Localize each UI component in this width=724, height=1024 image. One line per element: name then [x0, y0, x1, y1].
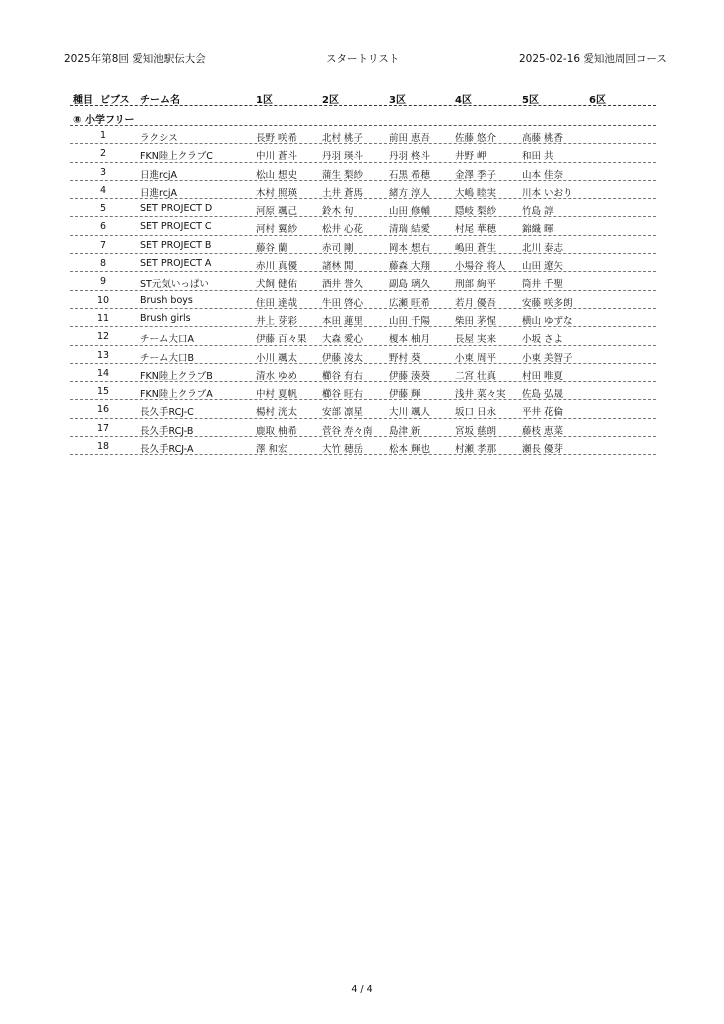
- table-row: [70, 254, 656, 272]
- table-header: [70, 90, 656, 106]
- team-name-cell: FKN陸上クラブA: [140, 389, 213, 401]
- bib-cell: 9: [99, 276, 107, 288]
- leg2-runner-cell: 諸林 閒: [322, 261, 354, 273]
- team-name-cell: Brush girls: [140, 312, 191, 324]
- leg4-runner-cell: 大嶋 睦実: [455, 187, 497, 199]
- leg3-runner-cell: 緒方 淳人: [389, 187, 431, 199]
- leg5-runner-cell: 高藤 桃香: [522, 133, 564, 144]
- leg5-runner-cell: 藤枝 恵菜: [522, 425, 564, 437]
- leg1-runner-cell: 赤川 真優: [256, 261, 298, 273]
- leg1-runner-cell: 小川 颯太: [256, 352, 298, 364]
- leg1-runner-cell: 河原 颯己: [256, 206, 298, 218]
- leg5-runner-cell: 瀬長 優芽: [522, 444, 564, 456]
- leg4-runner-cell: 若月 優吾: [455, 297, 497, 309]
- team-name-cell: 日進rcjA: [140, 169, 178, 181]
- bib-cell: 4: [99, 184, 107, 196]
- leg5-runner-cell: 小東 美智子: [522, 352, 573, 364]
- leg3-runner-cell: 野村 葵: [389, 352, 421, 364]
- leg4-runner-cell: 井野 岬: [455, 151, 487, 163]
- leg5-runner-cell: 平井 花倫: [522, 407, 564, 419]
- table-row: [70, 163, 656, 181]
- table-row: [70, 144, 656, 162]
- team-name-cell: SET PROJECT D: [140, 203, 213, 215]
- team-name-cell: 日進rcjA: [140, 187, 178, 199]
- leg1-runner-cell: 松山 想史: [256, 169, 298, 181]
- leg1-runner-cell: 犬飼 健佑: [256, 279, 298, 291]
- leg3-runner-cell: 榎本 柚月: [389, 334, 431, 346]
- col-bib: ビブス: [100, 95, 130, 106]
- bib-cell: 12: [96, 331, 110, 343]
- table-row: [70, 346, 656, 364]
- table-row: [70, 437, 656, 455]
- leg5-runner-cell: 山田 遼矢: [522, 261, 564, 273]
- leg5-runner-cell: 安藤 咲多朗: [522, 297, 573, 309]
- leg5-runner-cell: 小坂 さよ: [522, 334, 564, 346]
- event-title: 2025年第8回 愛知池駅伝大会: [64, 53, 206, 65]
- leg2-runner-cell: 本田 蓮里: [322, 315, 364, 327]
- col-leg2: 2区: [322, 95, 339, 106]
- leg3-runner-cell: 山田 千陽: [389, 315, 431, 327]
- leg4-runner-cell: 長屋 実来: [455, 334, 497, 346]
- bib-cell: 3: [99, 166, 107, 178]
- bib-cell: 14: [96, 367, 110, 379]
- leg3-runner-cell: 副島 璃久: [389, 279, 431, 291]
- leg3-runner-cell: 岡本 想右: [389, 242, 431, 254]
- leg3-runner-cell: 伊藤 輝: [389, 389, 421, 401]
- team-name-cell: FKN陸上クラブB: [140, 370, 213, 382]
- leg1-runner-cell: 住田 達哉: [256, 297, 298, 309]
- leg5-runner-cell: 筒井 千聖: [522, 279, 564, 291]
- start-list-table: [70, 126, 656, 455]
- category-row: [70, 108, 656, 126]
- table-row: [70, 364, 656, 382]
- bib-cell: 18: [96, 441, 110, 453]
- team-name-cell: チーム大口B: [140, 352, 195, 364]
- table-row: [70, 400, 656, 418]
- leg5-runner-cell: 川本 いおり: [522, 187, 573, 199]
- leg3-runner-cell: 大川 颯人: [389, 407, 431, 419]
- col-leg3: 3区: [389, 95, 406, 106]
- team-name-cell: 長久手RCJ-B: [140, 425, 194, 437]
- leg2-runner-cell: 土井 蒼馬: [322, 187, 364, 199]
- table-row: [70, 419, 656, 437]
- leg1-runner-cell: 伊藤 百々果: [256, 334, 307, 346]
- leg3-runner-cell: 山田 修輔: [389, 206, 431, 218]
- leg5-runner-cell: 横山 ゆずな: [522, 315, 573, 327]
- leg4-runner-cell: 村尾 華穂: [455, 224, 497, 236]
- leg1-runner-cell: 楊村 洸太: [256, 407, 298, 419]
- bib-cell: 1: [99, 130, 107, 141]
- leg3-runner-cell: 松本 輝也: [389, 444, 431, 456]
- table-row: [70, 327, 656, 345]
- bib-cell: 16: [96, 404, 110, 416]
- leg2-runner-cell: 酒井 誉久: [322, 279, 364, 291]
- team-name-cell: FKN陸上クラブC: [140, 151, 213, 163]
- leg4-runner-cell: 小東 周平: [455, 352, 497, 364]
- leg1-runner-cell: 清水 ゆめ: [256, 370, 298, 382]
- leg5-runner-cell: 和田 共: [522, 151, 554, 163]
- col-team: チーム名: [140, 95, 180, 106]
- bib-cell: 8: [99, 258, 107, 270]
- table-row: [70, 217, 656, 235]
- leg4-runner-cell: 小場谷 将人: [455, 261, 506, 273]
- leg1-runner-cell: 木村 照瑛: [256, 187, 298, 199]
- leg5-runner-cell: 村田 唯夏: [522, 370, 564, 382]
- col-leg1: 1区: [256, 95, 273, 106]
- leg4-runner-cell: 二宮 壮真: [455, 370, 497, 382]
- leg2-runner-cell: 北村 桃子: [322, 133, 364, 144]
- leg3-runner-cell: 清瑞 結愛: [389, 224, 431, 236]
- leg4-runner-cell: 村瀬 孝那: [455, 444, 497, 456]
- leg2-runner-cell: 丹羽 瑛斗: [322, 151, 364, 163]
- leg5-runner-cell: 竹島 諄: [522, 206, 554, 218]
- col-leg4: 4区: [455, 95, 472, 106]
- bib-cell: 13: [96, 349, 110, 361]
- leg2-runner-cell: 櫛谷 有右: [322, 370, 364, 382]
- leg4-runner-cell: 坂口 日永: [455, 407, 497, 419]
- team-name-cell: ラクシス: [140, 133, 178, 144]
- table-row: [70, 126, 656, 144]
- leg5-runner-cell: 錦織 暉: [522, 224, 554, 236]
- leg2-runner-cell: 松井 心花: [322, 224, 364, 236]
- leg4-runner-cell: 柴田 茅惺: [455, 315, 497, 327]
- col-leg6: 6区: [589, 95, 606, 106]
- leg5-runner-cell: 北川 泰志: [522, 242, 564, 254]
- leg2-runner-cell: 櫛谷 旺右: [322, 389, 364, 401]
- bib-cell: 17: [96, 422, 110, 434]
- leg4-runner-cell: 隠岐 梨紗: [455, 206, 497, 218]
- leg1-runner-cell: 中村 夏帆: [256, 389, 298, 401]
- leg1-runner-cell: 長野 咲希: [256, 133, 298, 144]
- leg1-runner-cell: 鹿取 柚希: [256, 425, 298, 437]
- leg2-runner-cell: 赤司 剛: [322, 242, 354, 254]
- leg4-runner-cell: 宮坂 慈朗: [455, 425, 497, 437]
- team-name-cell: ST元気いっぱい: [140, 279, 209, 291]
- leg3-runner-cell: 丹羽 柊斗: [389, 151, 431, 163]
- bib-cell: 7: [99, 239, 107, 251]
- category-label: ⑧ 小学フリー: [73, 115, 135, 126]
- bib-cell: 5: [99, 203, 107, 215]
- leg2-runner-cell: 伊藤 凌太: [322, 352, 364, 364]
- bib-cell: 2: [99, 148, 107, 160]
- leg1-runner-cell: 中川 蒼斗: [256, 151, 298, 163]
- leg3-runner-cell: 伊藤 湊葵: [389, 370, 431, 382]
- leg4-runner-cell: 嶋田 蒼生: [455, 242, 497, 254]
- table-row: [70, 236, 656, 254]
- team-name-cell: Brush boys: [140, 294, 193, 306]
- page-number: 4 / 4: [351, 984, 373, 995]
- leg2-runner-cell: 安部 凛星: [322, 407, 364, 419]
- leg2-runner-cell: 大森 愛心: [322, 334, 364, 346]
- leg4-runner-cell: 浅井 菜々実: [455, 389, 506, 401]
- team-name-cell: チーム大口A: [140, 334, 194, 346]
- table-row: [70, 272, 656, 290]
- document-title: スタートリスト: [326, 53, 400, 65]
- table-row: [70, 309, 656, 327]
- leg4-runner-cell: 佐藤 悠介: [455, 133, 497, 144]
- bib-cell: 6: [99, 221, 107, 233]
- leg2-runner-cell: 蒲生 梨紗: [322, 169, 364, 181]
- team-name-cell: 長久手RCJ-A: [140, 444, 194, 456]
- col-kind: 種目: [73, 95, 93, 106]
- leg2-runner-cell: 大竹 穂岳: [322, 444, 364, 456]
- leg1-runner-cell: 藤谷 蘭: [256, 242, 288, 254]
- leg1-runner-cell: 澤 和宏: [256, 444, 288, 456]
- team-name-cell: SET PROJECT B: [140, 239, 212, 251]
- team-name-cell: SET PROJECT A: [140, 258, 212, 270]
- leg3-runner-cell: 前田 恵吾: [389, 133, 431, 144]
- leg3-runner-cell: 石黒 希穂: [389, 169, 431, 181]
- leg3-runner-cell: 広瀬 旺希: [389, 297, 431, 309]
- leg4-runner-cell: 金澤 季子: [455, 169, 497, 181]
- leg5-runner-cell: 佐島 弘晟: [522, 389, 564, 401]
- leg2-runner-cell: 菅谷 寿々南: [322, 425, 373, 437]
- leg1-runner-cell: 河村 翼紗: [256, 224, 298, 236]
- bib-cell: 10: [96, 294, 110, 306]
- table-row: [70, 382, 656, 400]
- bib-cell: 15: [96, 386, 110, 398]
- leg4-runner-cell: 刑部 絢平: [455, 279, 497, 291]
- table-row: [70, 199, 656, 217]
- leg3-runner-cell: 藤森 大翔: [389, 261, 431, 273]
- event-date-course: 2025-02-16 愛知池周回コース: [519, 53, 667, 65]
- leg2-runner-cell: 鈴木 旬: [322, 206, 354, 218]
- team-name-cell: 長久手RCJ-C: [140, 407, 194, 419]
- leg2-runner-cell: 牛田 啓心: [322, 297, 364, 309]
- col-leg5: 5区: [522, 95, 539, 106]
- leg1-runner-cell: 井上 芽彩: [256, 315, 298, 327]
- team-name-cell: SET PROJECT C: [140, 221, 212, 233]
- leg3-runner-cell: 島津 新: [389, 425, 421, 437]
- table-row: [70, 291, 656, 309]
- leg5-runner-cell: 山本 佳奈: [522, 169, 564, 181]
- table-row: [70, 181, 656, 199]
- bib-cell: 11: [96, 312, 110, 324]
